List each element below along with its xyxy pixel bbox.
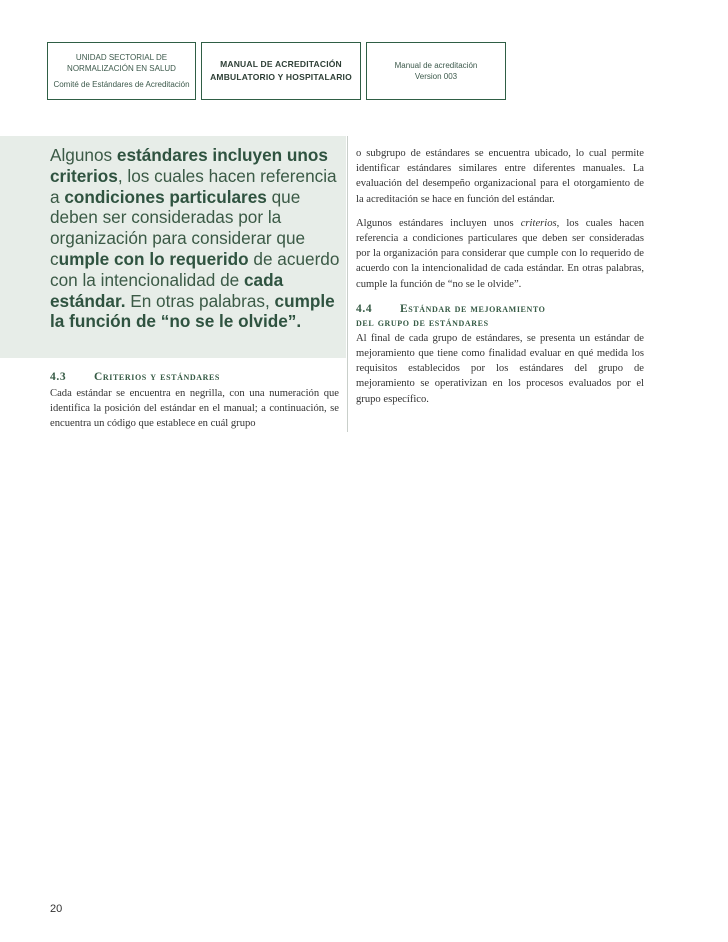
quote-text-1: Algunos: [50, 145, 117, 165]
section-4-4-number: 4.4: [356, 302, 373, 315]
header-manual-line1: MANUAL DE ACREDITACIÓN: [220, 59, 342, 69]
quote-text-3: que deben ser consideradas por la organización para considerar que c: [50, 186, 306, 269]
right-column: [356, 146, 644, 407]
quote-text-5: En otras palabras,: [125, 290, 275, 311]
header-version-line2: Version 003: [414, 72, 458, 81]
section-4-3-heading: [50, 370, 339, 384]
column-divider: [347, 136, 348, 432]
pull-quote: [50, 145, 340, 332]
header-unidad-line2: NORMALIZACIÓN EN SALUD: [67, 64, 176, 73]
quote-bold-5: cumple la función de “no se le olvide”.: [50, 290, 335, 332]
header-box-version: [366, 42, 506, 100]
section-4-4-title-line1: Estándar de mejoramiento: [400, 302, 546, 315]
quote-bold-3: umple con lo requerido: [58, 248, 249, 269]
section-4-4-paragraph: Al final de cada grupo de estándares, se presenta un estándar de mejoramiento que tiene como finalidad evaluar en qué medida los requisitos establecidos por los estándares del grupo de mejoramiento se operativizan en los procesos evaluados por el grupo específico.: [356, 332, 644, 405]
right-paragraph-2-em: criterios: [520, 217, 557, 229]
section-4-4-title-line2: del grupo de estándares: [356, 316, 489, 329]
right-paragraph-2: [356, 216, 644, 292]
section-4-4-heading: [356, 302, 644, 330]
right-paragraph-2-a: Algunos estándares incluyen unos: [356, 217, 521, 229]
right-paragraph-2-b: , los cuales hacen referencia a condiciones particulares que deben ser consideradas por la organización para considerar que cumple con lo requerido de acuerdo con la intencionalidad de cada estándar. En otras palabras, cumple la función de “no se le olvide”.: [356, 217, 644, 290]
section-4-3-paragraph: Cada estándar se encuentra en negrilla, con una numeración que identifica la posición del estándar en el manual; a continuación, se encuentra un código que establece en cuál grupo: [50, 388, 339, 430]
header-unidad-line1: UNIDAD SECTORIAL DE: [75, 53, 168, 62]
quote-bold-2: condiciones particulares: [64, 186, 267, 207]
right-paragraph-1: o subgrupo de estándares se encuentra ubicado, lo cual permite identificar estándares similares entre diferentes manuales. La evaluación del desempeño organizacional para el otorgamiento de la acreditación se hace en función del estándar.: [356, 148, 644, 205]
header-comite-line: Comité de Estándares de Acreditación: [53, 80, 190, 89]
left-column: [50, 370, 339, 432]
section-4-3-title: Criterios y estándares: [94, 371, 220, 383]
header-box-unidad-sectorial: [47, 42, 196, 100]
header-box-manual-title: [201, 42, 361, 100]
header-manual-line2: AMBULATORIO Y HOSPITALARIO: [210, 72, 352, 82]
page-number: 20: [50, 903, 63, 915]
section-4-3-number: 4.3: [50, 371, 67, 383]
quote-text-4: de acuerdo con la intencionalidad de: [50, 248, 340, 290]
quote-text-2: , los cuales hacen referencia a: [50, 165, 337, 207]
quote-bold-4: cada estándar.: [50, 269, 284, 311]
header-version-line1: Manual de acreditación: [394, 61, 478, 70]
quote-bold-1: estándares incluyen unos criterios: [50, 145, 328, 186]
